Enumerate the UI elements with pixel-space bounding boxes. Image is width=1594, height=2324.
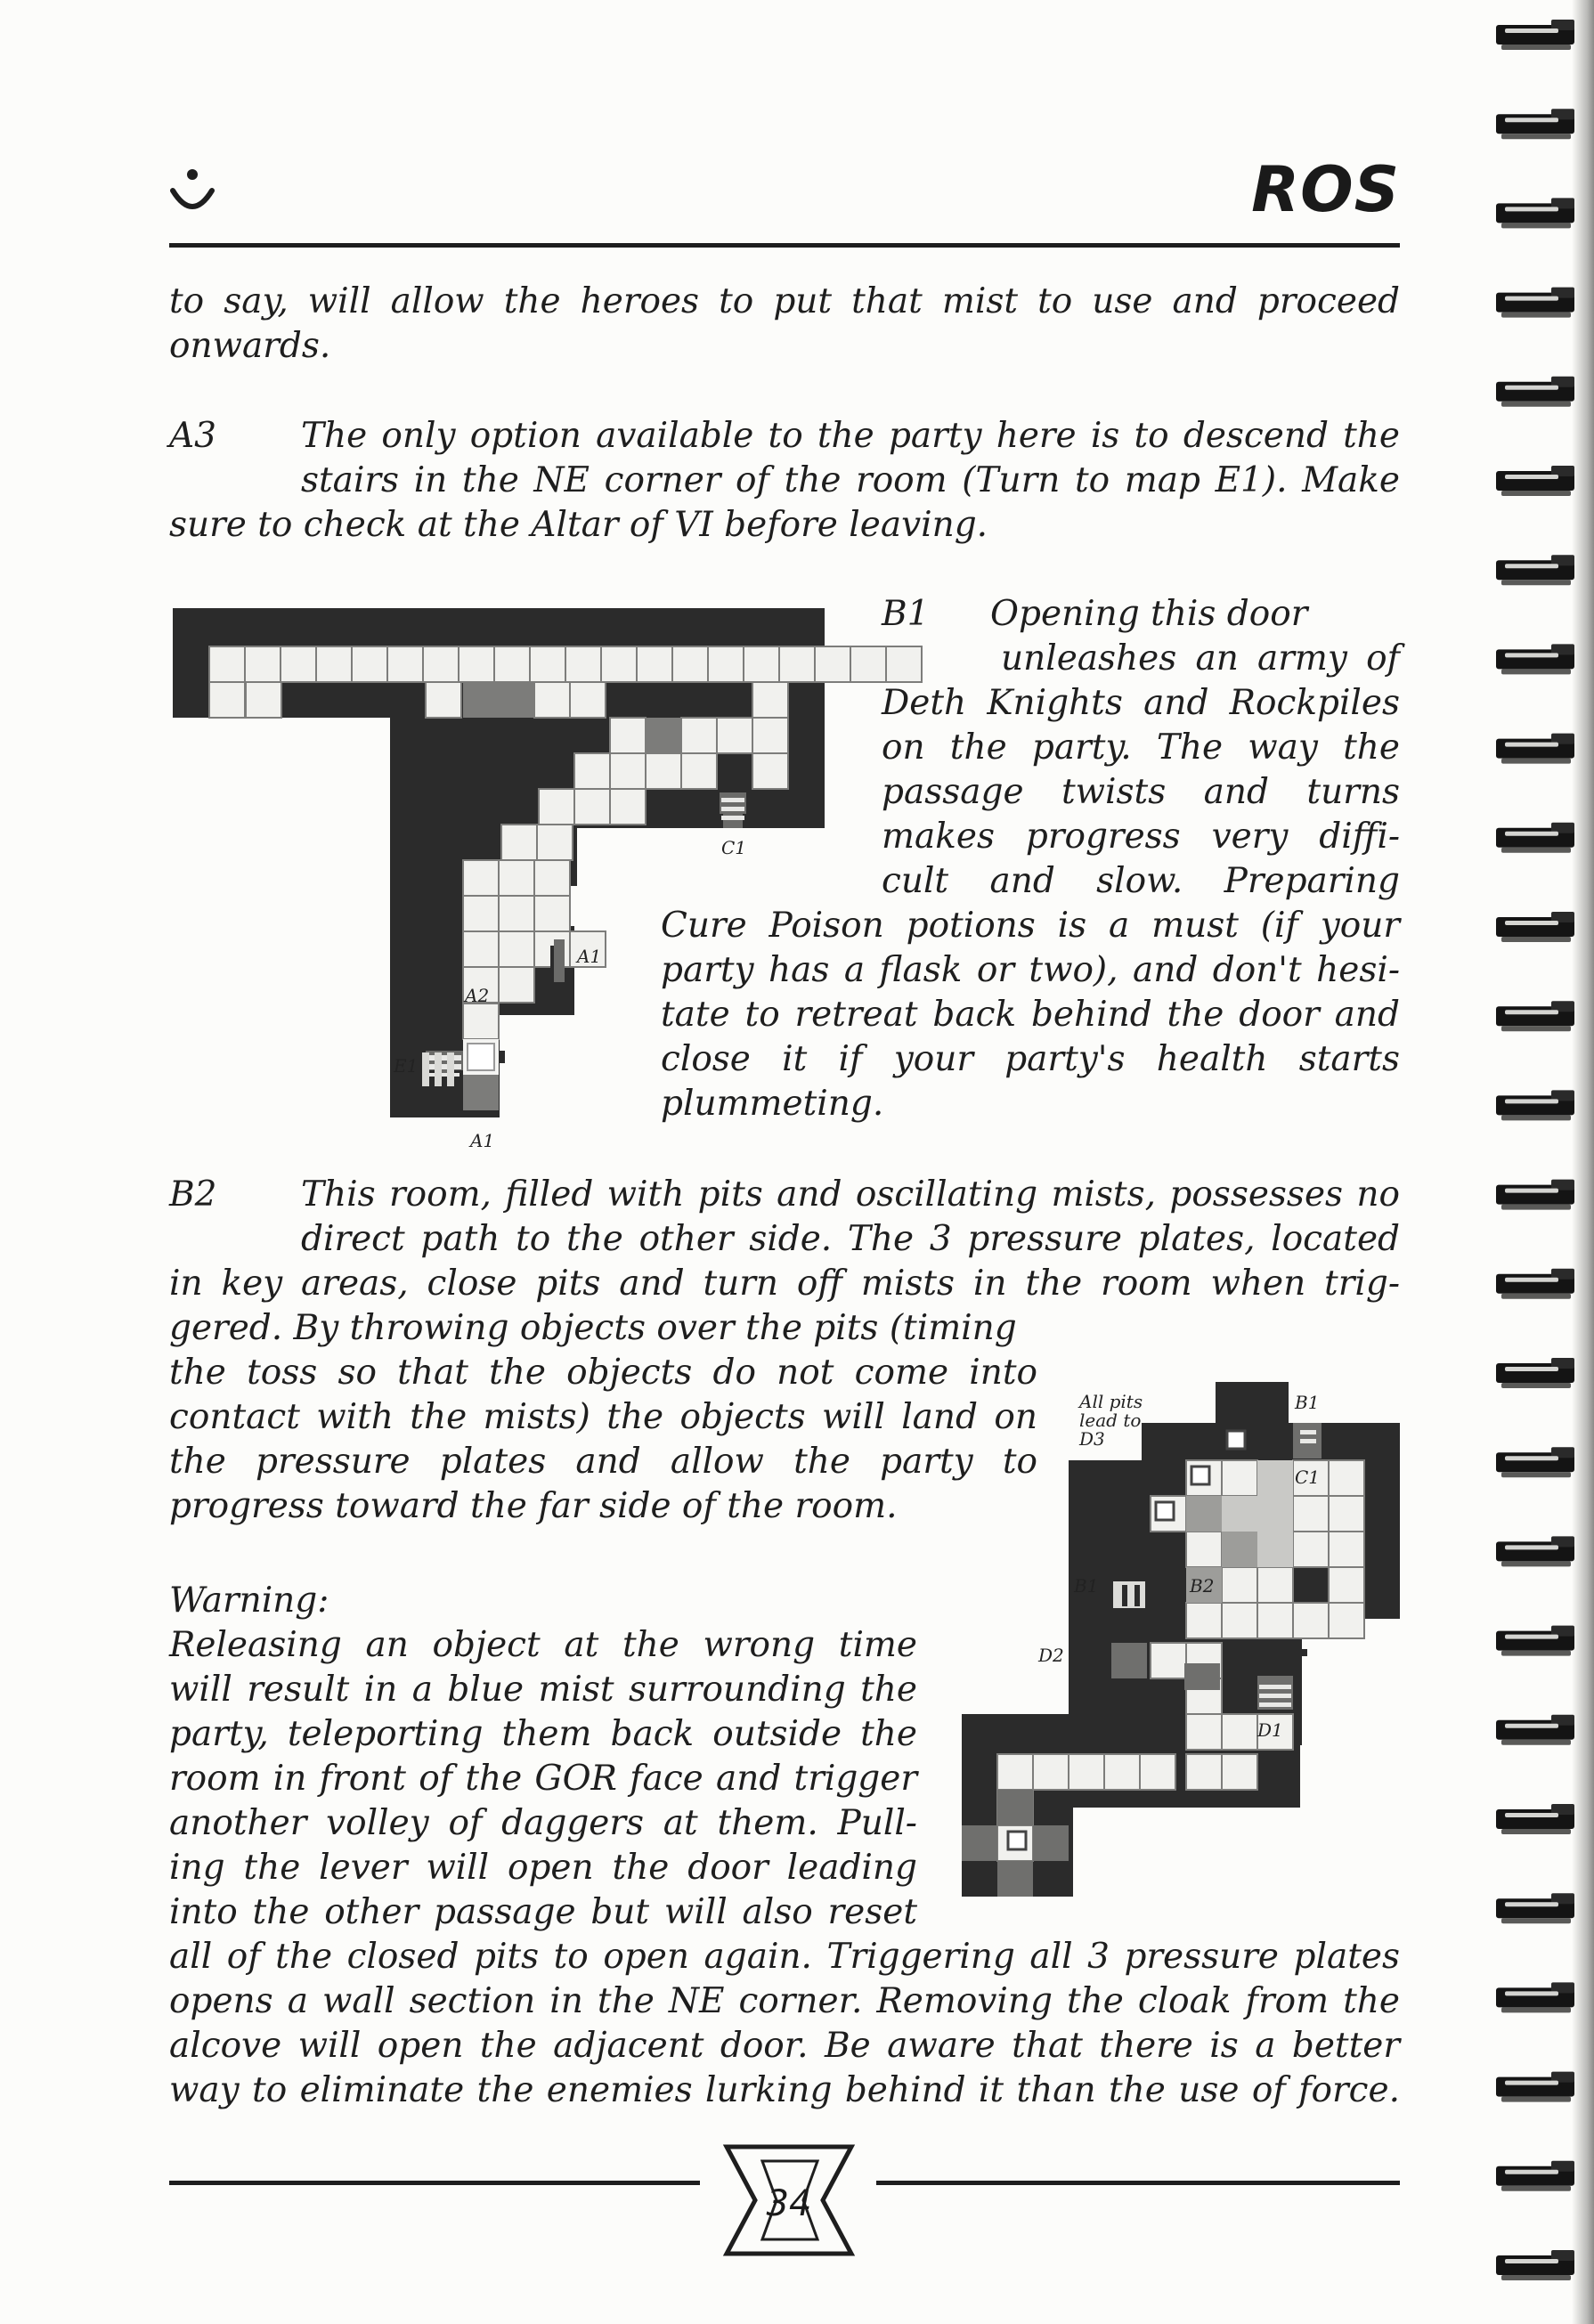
b2-line-7: the pressure plates and allow the party to: [169, 1442, 1037, 1482]
b1-line-3: Deth Knights and Rockpiles: [882, 683, 1400, 723]
b1-line-10: tate to retreat back behind the door and: [661, 995, 1400, 1035]
map1-label-a1-door: A1: [577, 946, 602, 967]
map1-label-e1: E1: [394, 1055, 419, 1077]
warning-line-7: into the other passage but will also reset: [169, 1892, 917, 1932]
map2-note-line-3: D3: [1079, 1428, 1105, 1450]
map2-label-d2: D2: [1038, 1645, 1064, 1666]
warning-line-4: room in front of the GOR face and trigger: [169, 1759, 917, 1799]
warning-line-11: way to eliminate the enemies lurking behind it than the use of force.: [169, 2070, 1400, 2110]
map2-note-line-1: All pits: [1079, 1391, 1143, 1412]
b1-line-4: on the party. The way the: [882, 727, 1400, 768]
b1-line-9: party has a flask or two), and don't hesi-: [661, 950, 1400, 990]
a3-line-1: The only option available to the party here is to descend the: [301, 416, 1400, 456]
map1-label-a1: A1: [470, 1130, 495, 1151]
b2-line-5: the toss so that the objects do not come into: [169, 1353, 1037, 1393]
warning-line-9: opens a wall section in the NE corner. Removing the cloak from the: [169, 1981, 1400, 2021]
b2-line-2: direct path to the other side. The 3 pressure plates, located: [301, 1219, 1400, 1259]
warning-line-2: will result in a blue mist surrounding the: [169, 1670, 917, 1710]
chapter-title: ROS: [1251, 153, 1400, 226]
map1-label-c1: C1: [721, 837, 747, 858]
b2-line-1: This room, filled with pits and oscillating mists, possesses no: [301, 1174, 1400, 1215]
map2-note-line-2: lead to: [1079, 1410, 1142, 1431]
b1-line-6: makes progress very diffi-: [882, 817, 1400, 857]
warning-line-1: Releasing an object at the wrong time: [169, 1625, 917, 1665]
b2-line-8: progress toward the far side of the room.: [169, 1486, 898, 1526]
a3-line-3: sure to check at the Altar of VI before leaving.: [169, 505, 988, 545]
b2-line-3: in key areas, close pits and turn off mists in the room when trig-: [169, 1264, 1400, 1304]
map2-label-c1: C1: [1295, 1467, 1321, 1488]
b1-line-7: cult and slow. Preparing: [882, 861, 1400, 901]
intro-line-1: to say, will allow the heroes to put that mist to use and proceed: [169, 281, 1400, 321]
b1-line-2: unleashes an army of: [1001, 638, 1400, 679]
section-label-a3: A3: [169, 416, 216, 456]
map2-label-b1-left: B1: [1074, 1575, 1099, 1597]
b1-line-8: Cure Poison potions is a must (if your: [661, 906, 1400, 946]
a3-line-2: stairs in the NE corner of the room (Turn to map E1). Make: [301, 460, 1400, 500]
warning-title: Warning:: [169, 1580, 329, 1621]
b2-line-6: contact with the mists) the objects will land on: [169, 1397, 1037, 1437]
page-number: 34: [766, 2183, 812, 2224]
warning-line-10: alcove will open the adjacent door. Be aware that there is a better: [169, 2026, 1400, 2066]
b1-line-1: Opening this door: [990, 594, 1308, 634]
footer-rule-left: [169, 2181, 700, 2185]
intro-line-2: onwards.: [169, 326, 331, 366]
map2-label-b2: B2: [1190, 1575, 1215, 1597]
section-label-b2: B2: [169, 1174, 217, 1215]
map1-label-a2: A2: [465, 985, 490, 1006]
b2-line-4: gered. By throwing objects over the pits (timing: [169, 1308, 1017, 1348]
warning-line-3: party, teleporting them back outside the: [169, 1714, 917, 1754]
map2-label-d1: D1: [1257, 1719, 1283, 1741]
warning-line-6: ing the lever will open the door leading: [169, 1848, 917, 1888]
warning-line-8: all of the closed pits to open again. Triggering all 3 pressure plates: [169, 1937, 1400, 1977]
footer-rule-right: [876, 2181, 1400, 2185]
section-label-b1: B1: [882, 594, 930, 634]
map2-label-b1-top: B1: [1295, 1392, 1320, 1413]
b1-line-12: plummeting.: [661, 1084, 884, 1124]
b1-line-5: passage twists and turns: [882, 772, 1400, 812]
warning-line-5: another volley of daggers at them. Pull-: [169, 1803, 917, 1843]
b1-line-11: close it if your party's health starts: [661, 1039, 1400, 1079]
